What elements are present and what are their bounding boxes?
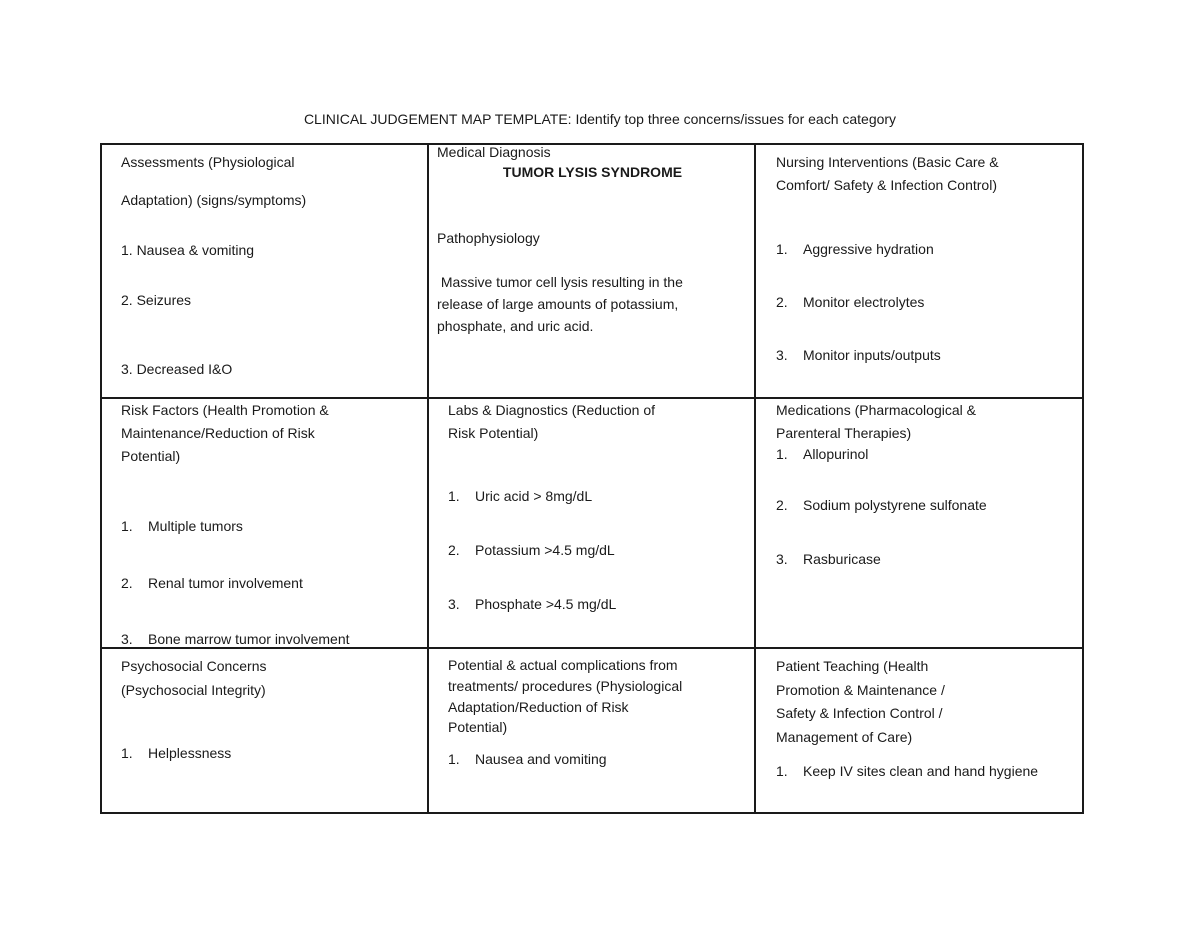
diagnosis-name: TUMOR LYSIS SYNDROME bbox=[502, 164, 683, 180]
pathophysiology-text: Massive tumor cell lysis resulting in the bbox=[437, 274, 683, 290]
list-text: Aggressive hydration bbox=[803, 241, 934, 257]
patient-teaching-heading-line: Safety & Infection Control / bbox=[776, 705, 943, 721]
pathophysiology-label: Pathophysiology bbox=[437, 230, 540, 246]
list-item bbox=[776, 494, 987, 517]
patient-teaching-heading-line: Patient Teaching (Health bbox=[776, 658, 929, 674]
labs-heading-line1: Labs & Diagnostics (Reduction of bbox=[448, 402, 655, 418]
risk-factors-heading-line: Potential) bbox=[121, 448, 181, 464]
list-number: 1. bbox=[776, 763, 788, 779]
list-item bbox=[121, 742, 231, 765]
nursing-interventions-cell bbox=[755, 144, 1083, 398]
list-text: Multiple tumors bbox=[148, 518, 243, 534]
medications-cell bbox=[755, 398, 1083, 648]
list-text: Nausea and vomiting bbox=[475, 751, 607, 767]
nursing-interventions-heading-line2: Comfort/ Safety & Infection Control) bbox=[776, 177, 997, 193]
psychosocial-heading-line2: (Psychosocial Integrity) bbox=[121, 682, 266, 698]
labs-diagnostics-cell bbox=[428, 398, 755, 648]
list-item bbox=[448, 593, 616, 616]
list-number: 3. bbox=[776, 551, 788, 567]
complications-heading-line: Potential & actual complications from bbox=[448, 657, 678, 673]
patient-teaching-heading-line: Management of Care) bbox=[776, 729, 913, 745]
list-number: 1. bbox=[448, 488, 460, 504]
complications-cell bbox=[428, 648, 755, 813]
list-number: 3. bbox=[448, 596, 460, 612]
list-item bbox=[448, 485, 592, 508]
list-number: 1. bbox=[448, 751, 460, 767]
list-text: Sodium polystyrene sulfonate bbox=[803, 497, 987, 513]
nursing-interventions-heading-line1: Nursing Interventions (Basic Care & bbox=[776, 154, 999, 170]
list-item bbox=[448, 748, 607, 771]
list-number: 1. bbox=[776, 241, 788, 257]
list-text: Monitor inputs/outputs bbox=[803, 347, 941, 363]
pathophysiology-text: release of large amounts of potassium, bbox=[437, 296, 679, 312]
list-item bbox=[776, 548, 881, 571]
assessment-item: 2. Seizures bbox=[121, 292, 192, 308]
complications-heading-line: Potential) bbox=[448, 719, 508, 735]
list-item bbox=[448, 539, 615, 562]
list-text: Rasburicase bbox=[803, 551, 881, 567]
complications-heading-line: Adaptation/Reduction of Risk bbox=[448, 699, 629, 715]
medications-heading-line1: Medications (Pharmacological & bbox=[776, 402, 976, 418]
assessments-heading-line2: Adaptation) (signs/symptoms) bbox=[121, 192, 307, 208]
list-number: 1. bbox=[121, 518, 133, 534]
page-title: CLINICAL JUDGEMENT MAP TEMPLATE: Identify top three concerns/issues for each category bbox=[303, 111, 897, 127]
risk-factors-heading-line: Risk Factors (Health Promotion & bbox=[121, 402, 329, 418]
list-text: Phosphate >4.5 mg/dL bbox=[475, 596, 617, 612]
pathophysiology-text: phosphate, and uric acid. bbox=[437, 318, 594, 334]
list-number: 2. bbox=[776, 294, 788, 310]
assessment-item: 3. Decreased I&O bbox=[121, 361, 233, 377]
labs-heading-line2: Risk Potential) bbox=[448, 425, 539, 441]
patient-teaching-cell bbox=[755, 648, 1083, 813]
list-number: 2. bbox=[776, 497, 788, 513]
list-text: Helplessness bbox=[148, 745, 232, 761]
list-item bbox=[776, 291, 924, 314]
medications-heading-line2: Parenteral Therapies) bbox=[776, 425, 912, 441]
list-text: Uric acid > 8mg/dL bbox=[475, 488, 593, 504]
clinical-judgement-map-table bbox=[100, 143, 1084, 814]
list-item bbox=[776, 760, 1038, 783]
list-item bbox=[776, 344, 941, 367]
assessments-cell bbox=[101, 144, 428, 398]
list-number: 3. bbox=[776, 347, 788, 363]
list-item bbox=[776, 443, 868, 466]
psychosocial-cell bbox=[101, 648, 428, 813]
list-number: 3. bbox=[121, 631, 133, 647]
assessments-heading-line1: Assessments (Physiological bbox=[121, 154, 295, 170]
list-text: Renal tumor involvement bbox=[148, 575, 303, 591]
list-text: Keep IV sites clean and hand hygiene bbox=[803, 763, 1039, 779]
psychosocial-heading-line1: Psychosocial Concerns bbox=[121, 658, 267, 674]
list-text: Potassium >4.5 mg/dL bbox=[475, 542, 615, 558]
list-item bbox=[121, 515, 243, 538]
risk-factors-heading-line: Maintenance/Reduction of Risk bbox=[121, 425, 315, 441]
list-number: 1. bbox=[121, 745, 133, 761]
list-number: 2. bbox=[121, 575, 133, 591]
list-number: 1. bbox=[776, 446, 788, 462]
list-text: Monitor electrolytes bbox=[803, 294, 925, 310]
medical-diagnosis-cell bbox=[428, 144, 755, 398]
list-text: Bone marrow tumor involvement bbox=[148, 631, 350, 647]
list-item bbox=[121, 572, 303, 595]
patient-teaching-heading-line: Promotion & Maintenance / bbox=[776, 682, 945, 698]
medical-diagnosis-label: Medical Diagnosis bbox=[437, 144, 551, 160]
risk-factors-cell bbox=[101, 398, 428, 648]
complications-heading-line: treatments/ procedures (Physiological bbox=[448, 678, 683, 694]
list-text: Allopurinol bbox=[803, 446, 869, 462]
assessment-item: 1. Nausea & vomiting bbox=[121, 242, 255, 258]
list-item bbox=[776, 238, 934, 261]
list-number: 2. bbox=[448, 542, 460, 558]
